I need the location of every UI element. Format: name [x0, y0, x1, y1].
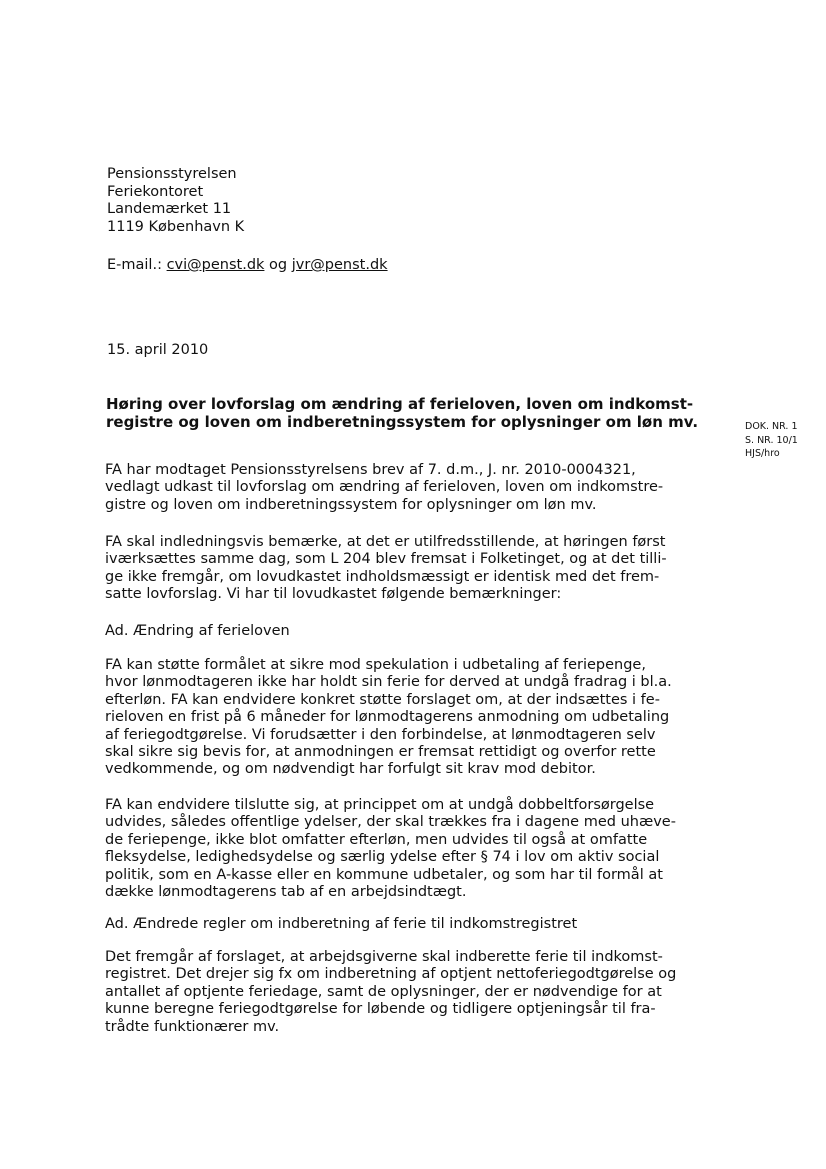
text-line: ge ikke fremgår, om lovudkastet indholdsmæssigt er identisk med det frem-: [105, 568, 660, 585]
text-line: kunne beregne feriegodtgørelse for løbende og tidligere optjeningsår til fra-: [105, 1001, 656, 1018]
text-line: FA skal indledningsvis bemærke, at det er utilfredsstillende, at høringen først: [105, 534, 666, 550]
text-line: FA kan støtte formålet at sikre mod spekulation i udbetaling af feriepenge,: [105, 657, 646, 673]
text-line: trådte funktionærer mv.: [105, 1018, 280, 1035]
recipient-street: Landemærket 11: [107, 201, 232, 218]
paragraph-remarks: [105, 534, 685, 604]
text-line: efterløn. FA kan endvidere konkret støtte forslaget om, at der indsættes i fe-: [105, 691, 660, 708]
document-reference: [745, 420, 798, 461]
text-line: antallet af optjente feriedage, samt de oplysninger, der er nødvendige for at: [105, 983, 662, 1000]
recipient-city: 1119 København K: [107, 218, 245, 235]
recipient-name: Pensionsstyrelsen: [107, 166, 237, 182]
text-line: rieloven en frist på 6 måneder for lønmodtagerens anmodning om udbetaling: [105, 709, 670, 726]
paragraph-dobbeltforsorgelse: [105, 797, 685, 901]
text-line: af feriegodtgørelse. Vi forudsætter i den forbindelse, at lønmodtageren selv: [105, 726, 656, 743]
email-conjunction: og: [269, 257, 288, 273]
paragraph-indberetning: [105, 949, 685, 1036]
section-heading-indberetning: Ad. Ændrede regler om indberetning af ferie til indkomstregistret: [105, 916, 578, 932]
text-line: udvides, således offentlige ydelser, der skal trækkes fra i dagene med uhæve-: [105, 814, 676, 831]
paragraph-intro: [105, 462, 685, 514]
subject-heading: [106, 395, 699, 431]
letter-date: 15. april 2010: [107, 342, 209, 358]
text-line: registret. Det drejer sig fx om indberetning af optjent nettoferiegodtgørelse og: [105, 966, 677, 983]
text-line: satte lovforslag. Vi har til lovudkastet følgende bemærkninger:: [105, 586, 562, 603]
text-line: vedkommende, og om nødvendigt har forfulgt sit krav mod debitor.: [105, 761, 596, 778]
text-line: FA har modtaget Pensionsstyrelsens brev af 7. d.m., J. nr. 2010-0004321,: [105, 462, 636, 478]
text-line: dække lønmodtagerens tab af en arbejdsindtægt.: [105, 884, 467, 901]
subject-line: registre og loven om indberetningssystem for oplysninger om løn mv.: [106, 413, 699, 431]
recipient-department: Feriekontoret: [107, 183, 204, 200]
text-line: FA kan endvidere tilslutte sig, at princippet om at undgå dobbeltforsørgelse: [105, 797, 655, 813]
paragraph-ferieloven: [105, 657, 685, 779]
initials: HJS/hro: [745, 448, 780, 459]
subject-line: Høring over lovforslag om ændring af ferieloven, loven om indkomst-: [106, 395, 694, 413]
text-line: skal sikre sig bevis for, at anmodningen er fremsat rettidigt og overfor rette: [105, 744, 656, 761]
text-line: hvor lønmodtageren ikke har holdt sin ferie for derved at undgå fradrag i bl.a.: [105, 674, 672, 691]
text-line: gistre og loven om indberetningssystem for oplysninger om løn mv.: [105, 496, 597, 513]
text-line: politik, som en A-kasse eller en kommune udbetaler, og som har til formål at: [105, 866, 663, 883]
text-line: vedlagt udkast til lovforslag om ændring af ferieloven, loven om indkomstre-: [105, 479, 664, 496]
text-line: de feriepenge, ikke blot omfatter efterløn, men udvides til også at omfatte: [105, 831, 648, 848]
text-line: Det fremgår af forslaget, at arbejdsgiverne skal indberette ferie til indkomst-: [105, 949, 663, 965]
email-link-jvr[interactable]: jvr@penst.dk: [291, 257, 388, 273]
doc-number: DOK. NR. 1: [745, 421, 798, 432]
email-link-cvi[interactable]: cvi@penst.dk: [166, 257, 265, 273]
case-number: S. NR. 10/1: [745, 434, 798, 446]
section-heading-ferieloven: Ad. Ændring af ferieloven: [105, 623, 290, 639]
email-label: E-mail.:: [107, 257, 162, 273]
recipient-address: [107, 166, 244, 236]
email-line: [107, 256, 388, 274]
text-line: iværksættes samme dag, som L 204 blev fremsat i Folketinget, og at det tilli-: [105, 551, 667, 568]
text-line: fleksydelse, ledighedsydelse og særlig ydelse efter § 74 i lov om aktiv social: [105, 849, 660, 866]
